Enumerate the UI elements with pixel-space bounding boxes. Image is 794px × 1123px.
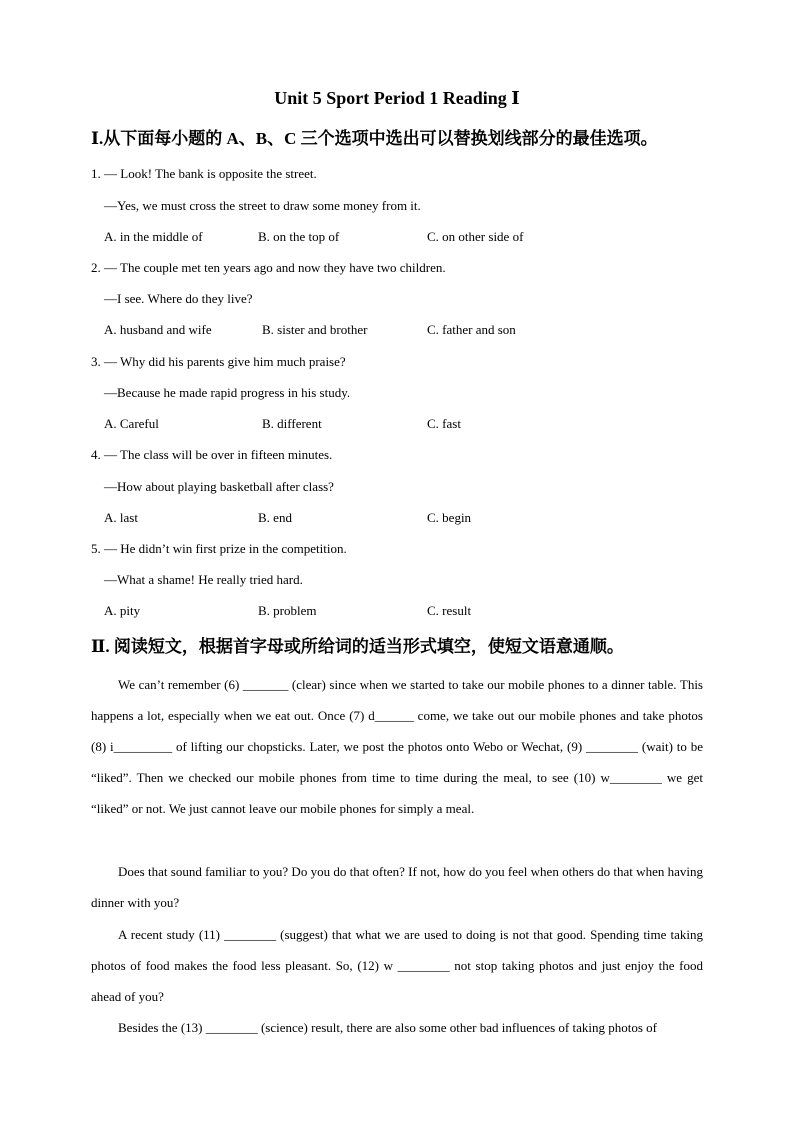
question-4-option-c: C. begin (427, 510, 472, 525)
question-1-prompt: 1. — Look! The bank is opposite the street. (91, 166, 317, 181)
section-1-heading: Ⅰ.从下面每小题的 A、B、C 三个选项中选出可以替换划线部分的最佳选项。 (91, 129, 658, 148)
question-1-option-b: B. on the top of (258, 229, 340, 244)
question-5-option-b: B. problem (258, 603, 317, 618)
question-5-option-c: C. result (427, 603, 472, 618)
question-2-option-c: C. father and son (427, 322, 516, 337)
question-3-option-a: A. Careful (104, 416, 159, 431)
page-title: Unit 5 Sport Period 1 Reading Ⅰ (274, 88, 520, 108)
question-5-option-a: A. pity (104, 603, 141, 618)
passage-paragraph-1: We can’t remember (6) _______ (clear) since when we started to take our mobile phones to a dinner table. This happens a lot, especially when we eat out. Once (7) d______ come, we take out our mobile phones and take photos (8) i_________ of lifting our chopsticks. Later, we post the photos onto Webo or Wechat, (9) ________ (wait) to be “liked”. Then we checked our mobile phones from time to time during the meal, to see (10) w________ we get “liked” or not. We just cannot leave our mobile phones for simply a meal. (91, 677, 703, 816)
passage-paragraph-3: A recent study (11) ________ (suggest) that what we are used to doing is not that good. Spending time taking photos of food makes the food less pleasant. So, (12) w ________ not stop taking photos and just enjoy the food ahead of you? (91, 927, 703, 1004)
question-1-reply: —Yes, we must cross the street to draw some money from it. (104, 198, 421, 213)
question-2-option-b: B. sister and brother (262, 322, 368, 337)
passage-paragraph-2: Does that sound familiar to you? Do you do that often? If not, how do you feel when others do that when having dinner with you? (91, 864, 703, 910)
question-3-option-b: B. different (262, 416, 322, 431)
question-3-reply: —Because he made rapid progress in his study. (104, 385, 351, 400)
question-5-prompt: 5. — He didn’t win first prize in the competition. (91, 541, 347, 556)
question-4-prompt: 4. — The class will be over in fifteen minutes. (91, 447, 333, 462)
question-4-reply: —How about playing basketball after class? (104, 479, 334, 494)
question-5-reply: —What a shame! He really tried hard. (104, 572, 303, 587)
question-4-option-a: A. last (104, 510, 138, 525)
question-2-prompt: 2. — The couple met ten years ago and now they have two children. (91, 260, 446, 275)
question-4-option-b: B. end (258, 510, 292, 525)
section-2-heading: Ⅱ. 阅读短文，根据首字母或所给词的适当形式填空，使短文语意通顺。 (91, 637, 624, 656)
question-3-prompt: 3. — Why did his parents give him much praise? (91, 354, 346, 369)
question-2-reply: —I see. Where do they live? (104, 291, 253, 306)
passage-paragraph-4: Besides the (13) ________ (science) result, there are also some other bad influences of taking photos of (118, 1020, 657, 1035)
question-1-option-c: C. on other side of (427, 229, 524, 244)
question-2-option-a: A. husband and wife (104, 322, 212, 337)
question-3-option-c: C. fast (427, 416, 461, 431)
question-1-option-a: A. in the middle of (104, 229, 203, 244)
